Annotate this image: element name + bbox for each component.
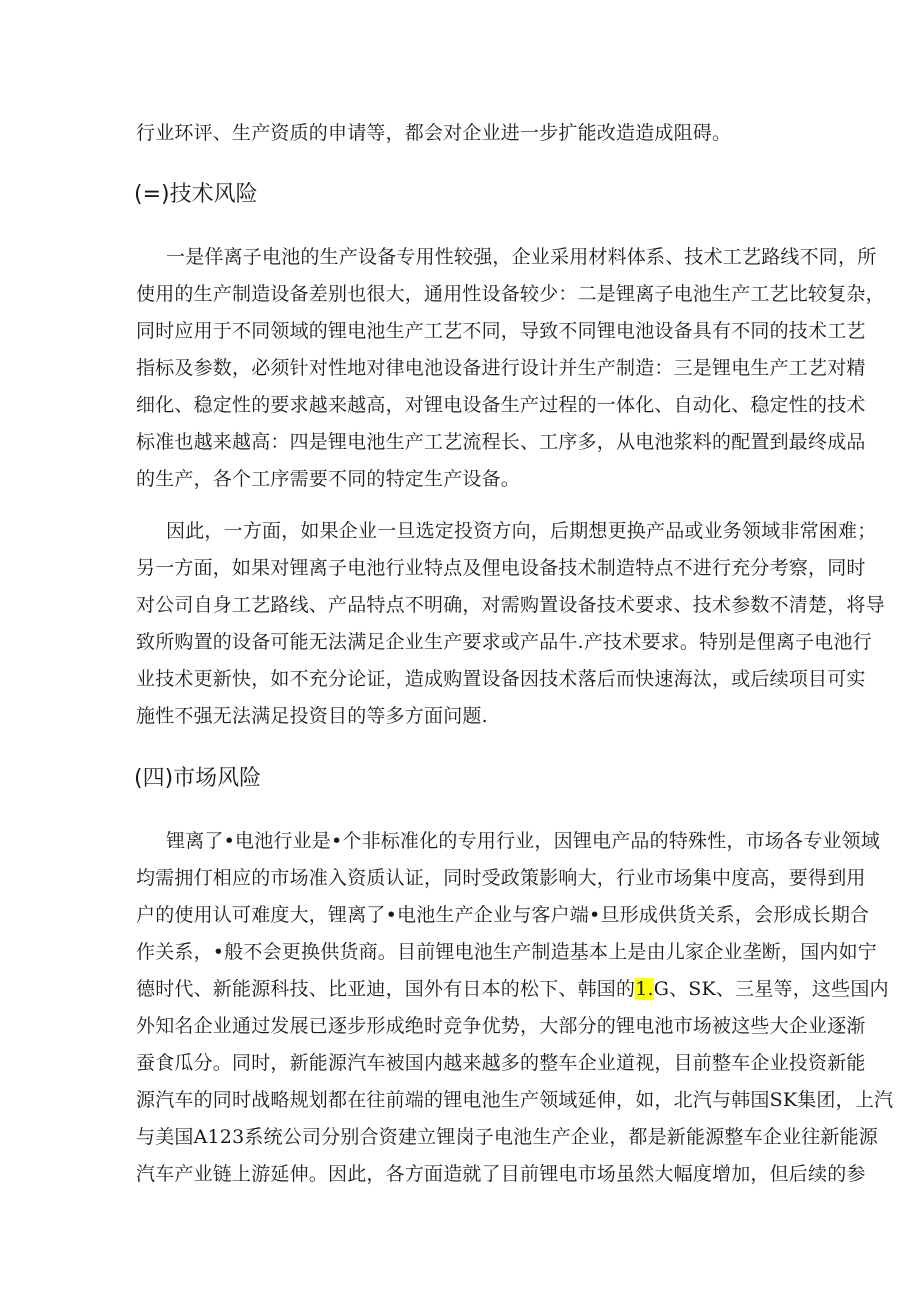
paragraph-line: 蚕食瓜分。同时，新能源汽车被国内越来越多的整车企业道视，目前整车企业投资新能	[136, 1052, 866, 1074]
paragraph-line: 与美国A123系统公司分别合资建立锂岗子电池生产企业，都是新能源整车企业往新能源	[136, 1126, 878, 1148]
paragraph-line: 均需拥仃相应的市场准入资质认证，同时受政策影响大，行业市场集中度高，要得到用	[136, 867, 866, 889]
paragraph-line: 施性不强无法满足投资目的等多方面问题.	[136, 705, 488, 727]
paragraph-line: 外知名企业通过发展已逐步形成绝时竞争优势，大部分的锂电池市场被这些大企业逐渐	[136, 1015, 866, 1037]
text-after-highlight: G、SK、三星等，这些国内	[653, 978, 889, 1000]
paragraph-line: 致所购置的设备可能无法满足企业生产要求或产品牛.产技术要求。特别是俚离子电池行	[136, 631, 872, 653]
paragraph-line: 业技术更新快，如不充分论证，造成购置设备因技术落后而快速海汰，或后续项目可实	[136, 668, 866, 690]
paragraph-line: 因此，一方面，如果企业一旦选定投资方向，后期想更换产品或业务领域非常困难；	[166, 520, 877, 542]
paragraph-line: 标准也越来越高：四是锂电池生产工艺流程长、工序多，从电池浆料的配置到最终成品	[136, 431, 866, 453]
paragraph-line: 另一方面，如果对锂离子电池行业特点及俚电设备技术制造特点不进行充分考察，同时	[136, 557, 866, 579]
paragraph-line: 的生产，各个工序需要不同的特定生产设备。	[136, 468, 521, 490]
paragraph-line: 源汽车的同时战略规划都在往前端的锂电池生产领域延伸，如，北汽与韩国SK集团，上汽	[136, 1089, 894, 1111]
paragraph-line: 汽车产业链上游延伸。因此，各方面造就了目前锂电市场虽然大幅度增加，但后续的参	[136, 1163, 866, 1185]
paragraph-line: 指标及参数，必须针对性地对律电池设备进行设计并生产制造：三是锂电生产工艺对精	[136, 357, 866, 379]
paragraph-line: 使用的生产制造设备差别也很大，通用性设备较少：二是锂离子电池生产工艺比较复杂，	[136, 283, 885, 305]
highlighted-text: 1.	[635, 978, 654, 1000]
paragraph-line: 同时应用于不同领域的锂电池生产工艺不同，导致不同锂电池设备具有不同的技术工艺	[136, 320, 866, 342]
paragraph-line: 作关系，•般不会更换供货商。目前锂电池生产制造基本上是由儿家企业垄断，国内如宁	[136, 941, 878, 963]
paragraph-line: 细化、稳定性的要求越来越高，对锂电设备生产过程的一体化、自动化、稳定性的技术	[136, 394, 866, 416]
text-before-highlight: 德时代、新能源科技、比亚迪，国外有日本的松下、韩国的	[136, 978, 636, 1000]
paragraph-line: 一是佯离子电池的生产设备专用性较强，企业采用材料体系、技术工艺路线不同，所	[166, 246, 877, 268]
section-heading-tech-risk: (=)技术风险	[134, 182, 258, 207]
intro-line: 行业环评、生产资质的申请等，都会对企业进一步扩能改造造成阻碍。	[136, 122, 732, 144]
paragraph-line: 户的使用认可难度大，锂离了•电池生产企业与客户端•旦形成供货关系，会形成长期合	[136, 904, 870, 926]
paragraph-line-with-highlight	[136, 976, 889, 1002]
paragraph-line: 对公司自身工艺路线、产品特点不明确，对需购置设备技术要求、技术参数不清楚，将导	[136, 594, 885, 616]
paragraph-line: 锂离了•电池行业是•个非标准化的专用行业，因锂电产品的特殊性，市场各专业领域	[166, 830, 881, 852]
section-heading-market-risk: (四)市场风险	[134, 766, 262, 791]
